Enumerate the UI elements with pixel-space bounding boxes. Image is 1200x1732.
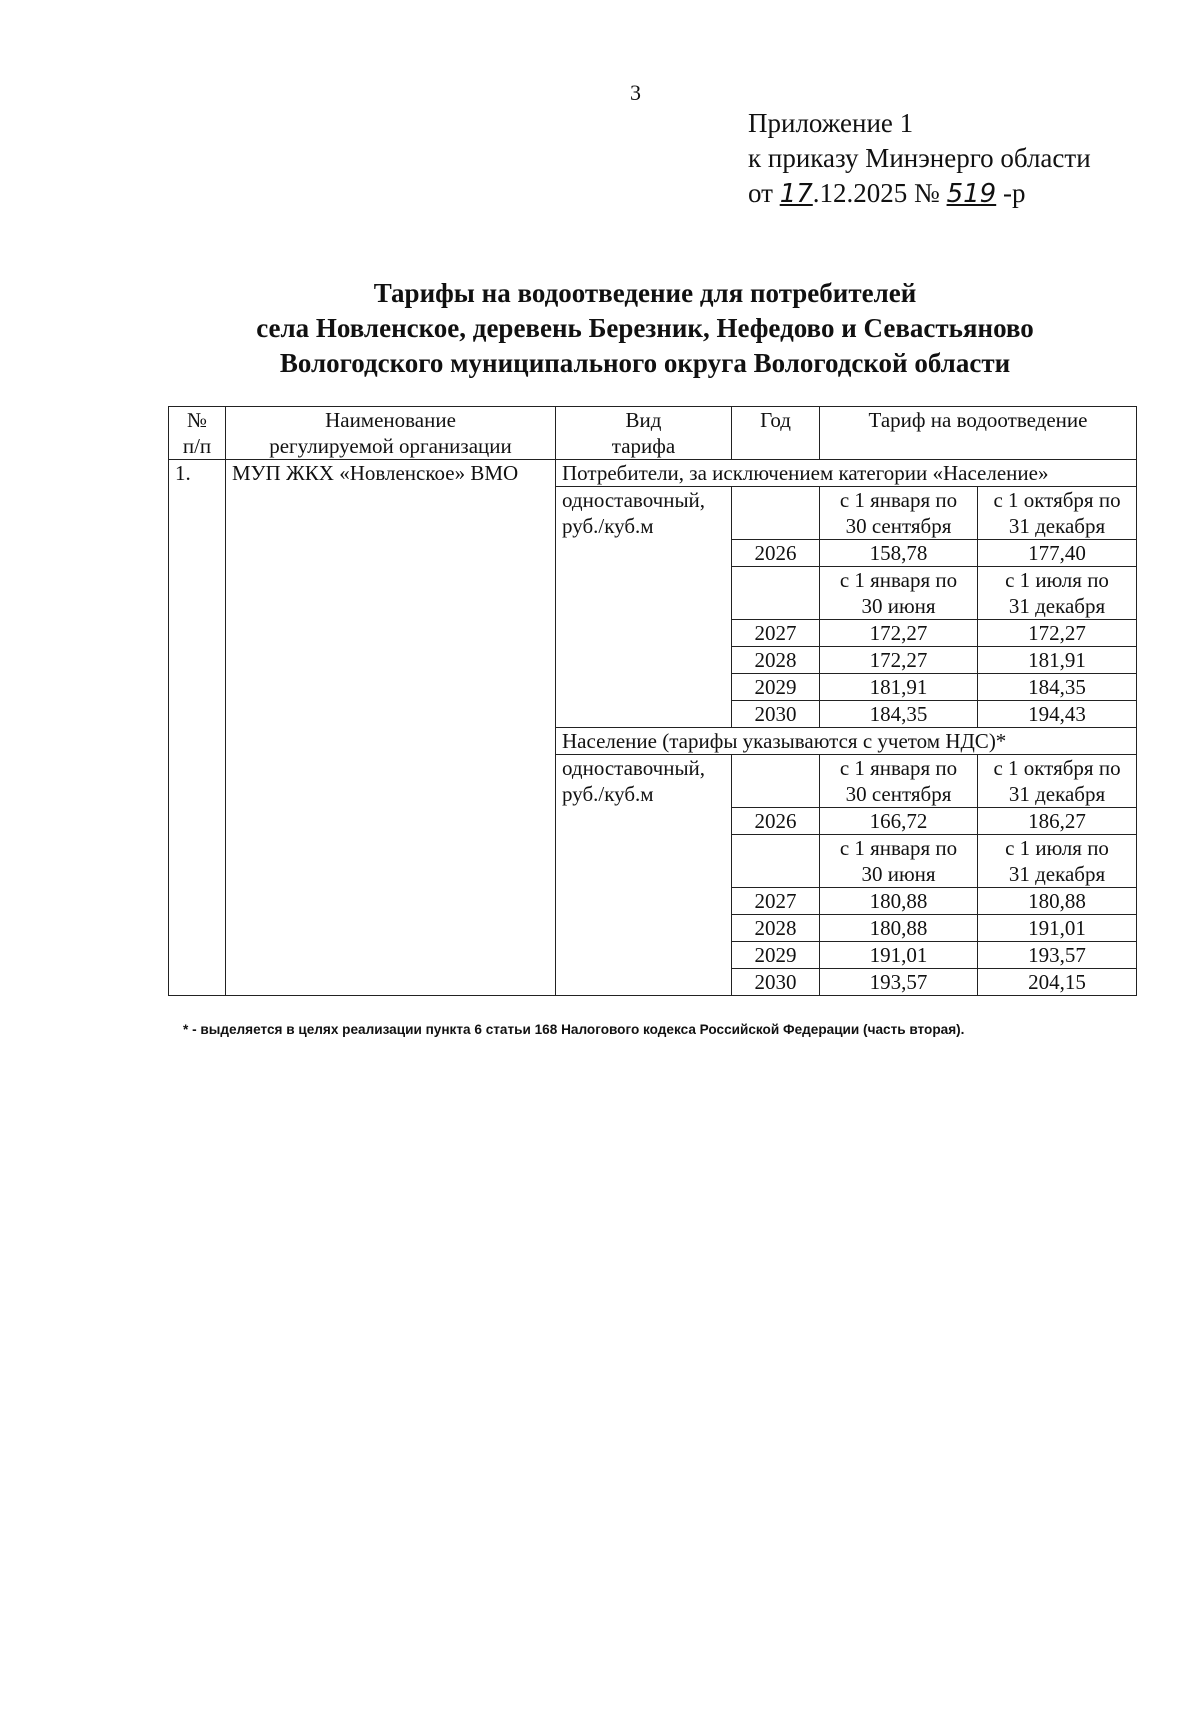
period-1: с 1 января по 30 сентября [820,487,978,540]
tariff-value: 191,01 [978,915,1137,942]
tariff-value: 186,27 [978,808,1137,835]
table-header-row [169,407,1137,460]
year-cell: 2026 [732,540,820,567]
header-tariff-type: Вид тарифа [556,407,732,460]
header-tariff: Тариф на водоотведение [820,407,1137,460]
year-cell: 2027 [732,888,820,915]
period-1: с 1 января по 30 июня [820,567,978,620]
title-line-1: Тарифы на водоотведение для потребителей [373,278,917,308]
period-1: с 1 января по 30 июня [820,835,978,888]
tariff-value: 191,01 [820,942,978,969]
date-prefix: от [748,178,773,208]
handwritten-order-number: 519 [946,179,997,209]
year-cell-empty [732,567,820,620]
tariff-value: 180,88 [820,915,978,942]
tariff-value: 184,35 [820,701,978,728]
organization-name: МУП ЖКХ «Новленское» ВМО [226,460,556,996]
tariff-value: 184,35 [978,674,1137,701]
year-cell-empty [732,835,820,888]
row-number: 1. [169,460,226,996]
year-cell-empty [732,487,820,540]
year-cell: 2029 [732,942,820,969]
tariff-value: 172,27 [820,620,978,647]
tariff-value: 194,43 [978,701,1137,728]
tariff-type-1: одноставочный, руб./куб.м [556,487,732,728]
year-cell: 2026 [732,808,820,835]
period-2: с 1 октября по 31 декабря [978,755,1137,808]
year-cell: 2028 [732,647,820,674]
year-cell: 2030 [732,969,820,996]
title-line-2: села Новленское, деревень Березник, Нефедово и Севастьяново [256,313,1034,343]
tariff-value: 172,27 [820,647,978,674]
period-1: с 1 января по 30 сентября [820,755,978,808]
year-cell-empty [732,755,820,808]
handwritten-day: 17 [779,179,813,209]
page-number: 3 [630,80,641,105]
header-organization: Наименование регулируемой организации [226,407,556,460]
appendix-line-3 [748,176,1091,212]
header-year: Год [732,407,820,460]
year-cell: 2027 [732,620,820,647]
tariff-value: 166,72 [820,808,978,835]
year-cell: 2028 [732,915,820,942]
period-2: с 1 июля по 31 декабря [978,835,1137,888]
tariff-table [168,406,1137,996]
tariff-value: 193,57 [978,942,1137,969]
period-2: с 1 октября по 31 декабря [978,487,1137,540]
appendix-block [748,106,1091,212]
title-line-3: Вологодского муниципального округа Вологодской области [279,348,1011,378]
tariff-value: 193,57 [820,969,978,996]
tariff-value: 177,40 [978,540,1137,567]
tariff-value: 180,88 [978,888,1137,915]
appendix-line-1: Приложение 1 [748,108,914,138]
tariff-value: 172,27 [978,620,1137,647]
tariff-value: 180,88 [820,888,978,915]
year-cell: 2030 [732,701,820,728]
tariff-value: 181,91 [820,674,978,701]
tariff-value: 181,91 [978,647,1137,674]
period-2: с 1 июля по 31 декабря [978,567,1137,620]
document-title [150,276,1140,381]
tariff-type-2: одноставочный, руб./куб.м [556,755,732,996]
year-cell: 2029 [732,674,820,701]
date-mid: .12.2025 № [812,178,940,208]
tariff-value: 204,15 [978,969,1137,996]
footnote: * - выделяется в целях реализации пункта 6 статьи 168 Налогового кодекса Российской Федерации (часть вторая). [183,1022,965,1037]
appendix-line-2: к приказу Минэнерго области [748,143,1091,173]
order-suffix: -р [1002,178,1026,208]
header-number: № п/п [169,407,226,460]
section-label-2: Население (тарифы указываются с учетом НДС)* [556,728,1137,755]
section-label-1: Потребители, за исключением категории «Население» [556,460,1137,487]
tariff-value: 158,78 [820,540,978,567]
table-row [169,460,1137,487]
